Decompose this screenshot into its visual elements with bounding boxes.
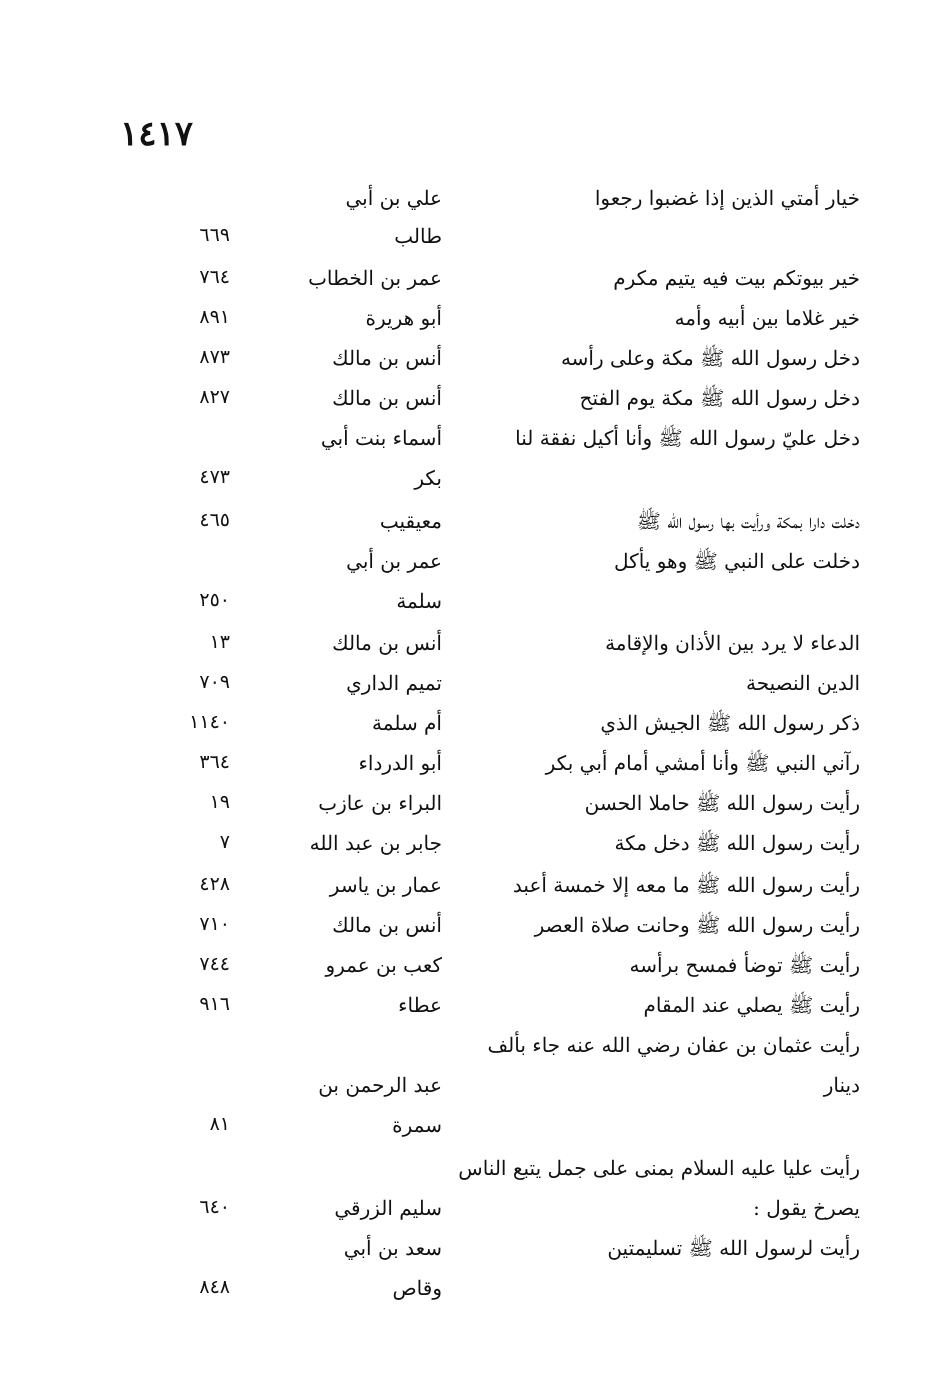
index-row [150, 745, 870, 786]
narrator-name: أبو الدرداء [358, 751, 442, 775]
narrator-name: تميم الداري [346, 671, 442, 695]
narrator-name: طالب [394, 224, 442, 248]
hadith-number: ٤٦٥ [199, 509, 230, 531]
hadith-phrase: خير بيوتكم بيت فيه يتيم مكرم [613, 266, 860, 290]
hadith-number: ٨٢٧ [199, 386, 230, 408]
index-row [150, 340, 870, 381]
hadith-number: ٨٧٣ [199, 346, 230, 368]
hadith-number: ٨١ [209, 1113, 230, 1135]
narrator-name: وقاص [392, 1276, 442, 1300]
hadith-phrase: خيار أمتي الذين إذا غضبوا رجعوا [594, 186, 860, 210]
index-row [150, 1190, 870, 1231]
narrator-name: أسماء بنت أبي [320, 426, 442, 450]
hadith-phrase: دخلت دارا بمكة ورأيت بها رسول الله ﷺ [636, 509, 860, 533]
index-row [150, 300, 870, 341]
hadith-number: ٤٢٨ [199, 873, 230, 895]
hadith-number: ٧٦٤ [199, 266, 230, 288]
hadith-phrase: رأيت ﷺ توضأ فمسح برأسه [629, 953, 860, 977]
hadith-number: ٦٦٩ [199, 224, 230, 246]
hadith-phrase: خير غلاما بين أبيه وأمه [674, 306, 860, 330]
narrator-name: عمر بن أبي [346, 549, 442, 573]
narrator-name: أنس بن مالك [332, 346, 442, 370]
index-row [150, 583, 870, 624]
index-row [150, 705, 870, 746]
hadith-number: ٤٧٣ [199, 466, 230, 488]
hadith-number: ٧٤٤ [199, 953, 230, 975]
index-row [150, 1270, 870, 1311]
index-row [150, 665, 870, 706]
hadith-number: ٨٤٨ [199, 1276, 230, 1298]
hadith-phrase: الدعاء لا يرد بين الأذان والإقامة [605, 631, 860, 655]
hadith-phrase: رآني النبي ﷺ وأنا أمشي أمام أبي بكر [545, 751, 860, 775]
hadith-number: ٢٥٠ [199, 589, 230, 611]
hadith-phrase: دخل عليّ رسول الله ﷺ وأنا أكيل نفقة لنا [515, 426, 860, 450]
hadith-phrase: دينار [823, 1073, 860, 1097]
index-row [150, 1067, 870, 1108]
hadith-number: ٩١٦ [199, 993, 230, 1015]
hadith-phrase: يصرخ يقول : [753, 1196, 860, 1220]
hadith-number: ٦٤٠ [199, 1196, 230, 1218]
index-row [150, 907, 870, 948]
page-number: ١٤١٧ [120, 114, 194, 154]
narrator-name: جابر بن عبد الله [309, 831, 442, 855]
index-row [150, 503, 870, 544]
index-row [150, 543, 870, 584]
narrator-name: أنس بن مالك [332, 631, 442, 655]
hadith-phrase: الدين النصيحة [746, 671, 860, 695]
index-row [150, 420, 870, 461]
hadith-phrase: رأيت رسول الله ﷺ ما معه إلا خمسة أعبد [512, 873, 860, 897]
narrator-name: بكر [414, 466, 442, 490]
hadith-number: ١٩ [209, 791, 230, 813]
index-row [150, 460, 870, 501]
narrator-name: أبو هريرة [365, 306, 442, 330]
hadith-number: ٧٠٩ [199, 671, 230, 693]
index-row [150, 1150, 870, 1191]
narrator-name: عبد الرحمن بن [318, 1073, 442, 1097]
hadith-phrase: رأيت لرسول الله ﷺ تسليمتين [607, 1236, 860, 1260]
index-row [150, 218, 870, 259]
index-row [150, 380, 870, 421]
index-row [150, 825, 870, 866]
narrator-name: كعب بن عمرو [325, 953, 442, 977]
hadith-index-table [150, 170, 870, 1310]
narrator-name: أم سلمة [372, 711, 442, 735]
narrator-name: معيقيب [379, 509, 442, 533]
hadith-phrase: رأيت رسول الله ﷺ وحانت صلاة العصر [534, 913, 860, 937]
hadith-number: ٧ [219, 831, 230, 853]
hadith-phrase: رأيت عليا عليه السلام بمنى على جمل يتبع الناس [458, 1156, 860, 1180]
hadith-phrase: ذكر رسول الله ﷺ الجيش الذي [600, 711, 860, 735]
hadith-phrase: رأيت رسول الله ﷺ دخل مكة [614, 831, 860, 855]
hadith-number: ١٣ [209, 631, 230, 653]
index-row [150, 625, 870, 666]
narrator-name: البراء بن عازب [318, 791, 442, 815]
hadith-phrase: دخل رسول الله ﷺ مكة وعلى رأسه [560, 346, 860, 370]
narrator-name: أنس بن مالك [332, 913, 442, 937]
hadith-number: ٣٦٤ [199, 751, 230, 773]
hadith-phrase: رأيت رسول الله ﷺ حاملا الحسن [584, 791, 860, 815]
narrator-name: أنس بن مالك [332, 386, 442, 410]
index-row [150, 987, 870, 1028]
index-row [150, 180, 870, 221]
index-row [150, 260, 870, 301]
index-row [150, 867, 870, 908]
narrator-name: عمار بن ياسر [329, 873, 442, 897]
narrator-name: سلمة [396, 589, 442, 613]
hadith-phrase: دخلت على النبي ﷺ وهو يأكل [614, 549, 860, 573]
hadith-number: ٨٩١ [199, 306, 230, 328]
narrator-name: سليم الزرقي [334, 1196, 442, 1220]
index-row [150, 785, 870, 826]
hadith-number: ١١٤٠ [189, 711, 230, 733]
index-row [150, 1027, 870, 1068]
hadith-phrase: دخل رسول الله ﷺ مكة يوم الفتح [579, 386, 860, 410]
hadith-phrase: رأيت عثمان بن عفان رضي الله عنه جاء بألف [487, 1033, 860, 1057]
hadith-phrase: رأيت ﷺ يصلي عند المقام [643, 993, 860, 1017]
narrator-name: عمر بن الخطاب [308, 266, 442, 290]
hadith-number: ٧١٠ [199, 913, 230, 935]
narrator-name: سعد بن أبي [343, 1236, 442, 1260]
index-row [150, 947, 870, 988]
narrator-name: عطاء [398, 993, 442, 1017]
narrator-name: سمرة [392, 1113, 442, 1137]
index-row [150, 1230, 870, 1271]
narrator-name: علي بن أبي [345, 186, 442, 210]
index-row [150, 1107, 870, 1148]
